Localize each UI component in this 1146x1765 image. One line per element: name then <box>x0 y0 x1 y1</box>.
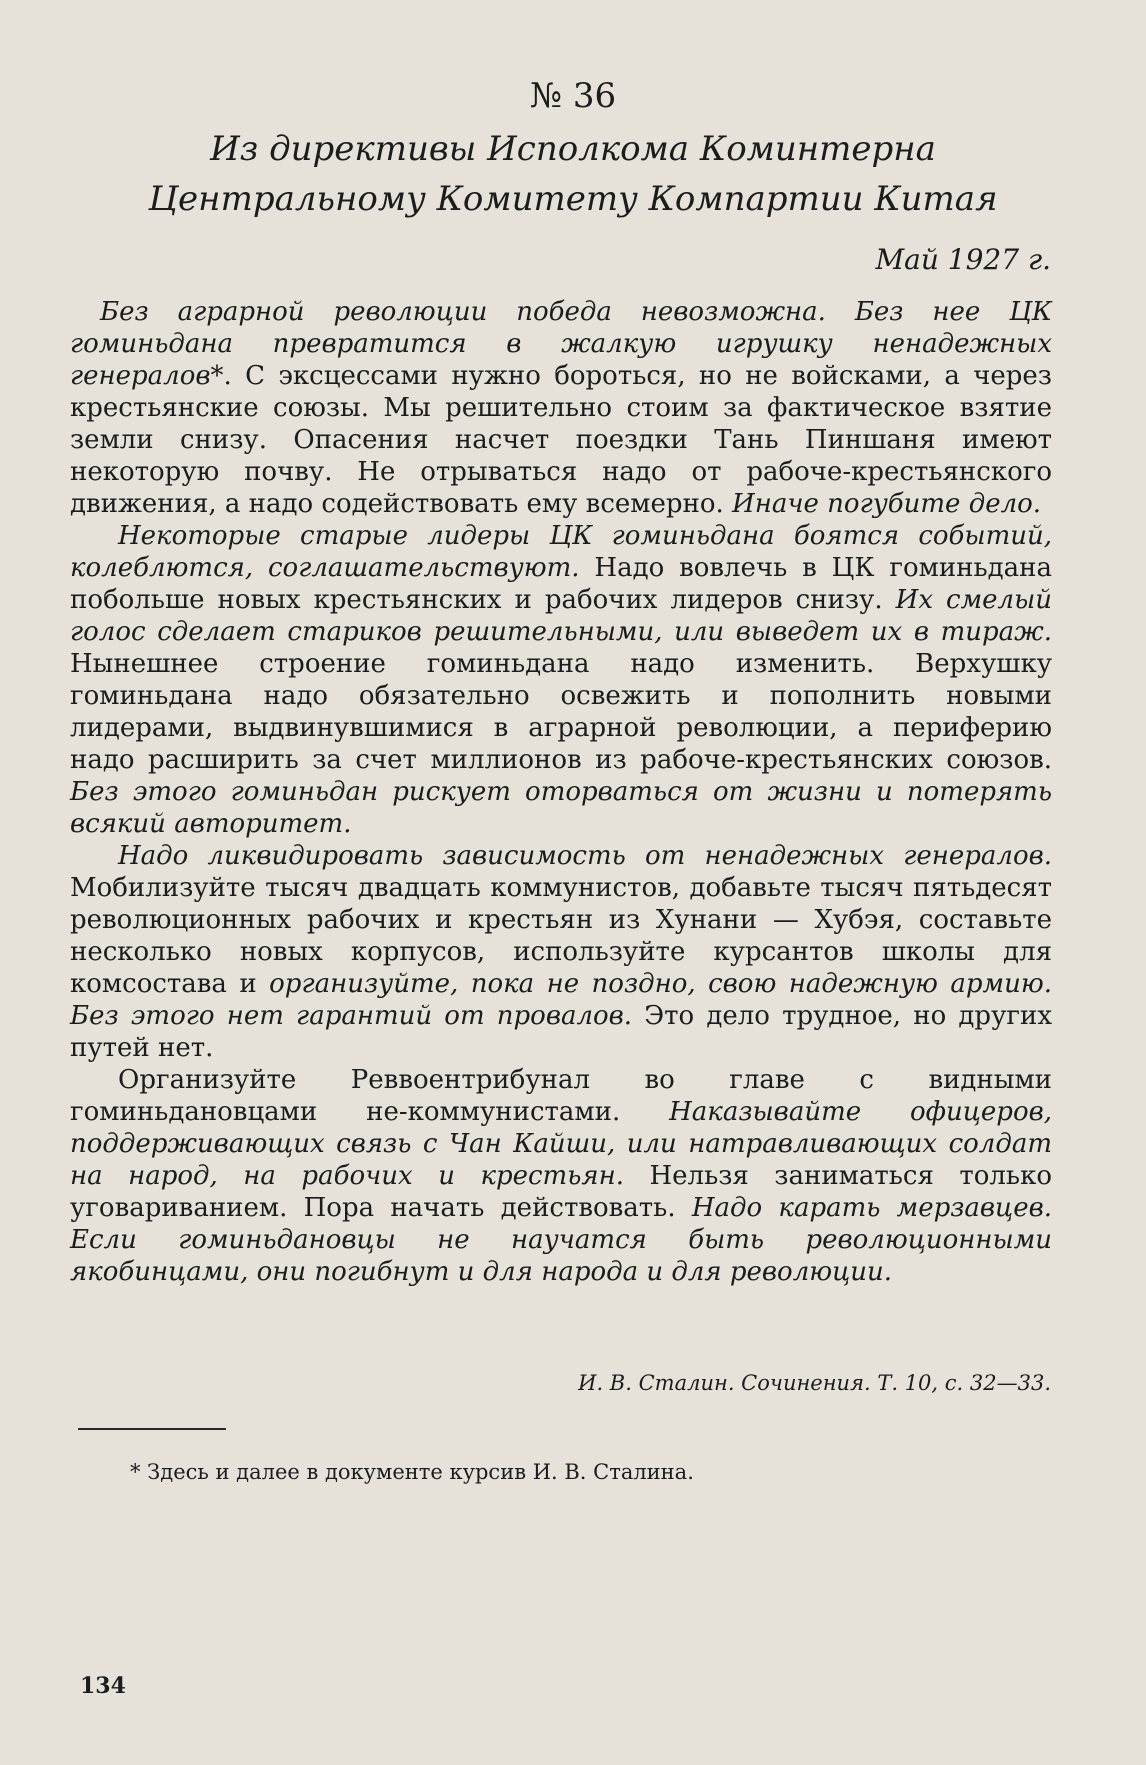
document-number: № 36 <box>529 76 617 116</box>
source-citation: И. В. Сталин. Сочинения. Т. 10, с. 32—33. <box>578 1371 1051 1395</box>
footnote-divider <box>78 1428 226 1430</box>
paragraph-2 <box>70 520 1052 840</box>
document-title <box>100 124 1046 224</box>
body-text: Мобилизуйте тысяч двадцать коммунистов, добавьте тысяч пятьдесят революционных рабочих и крестьян из Хунани — Хубэя, составьте несколько новых корпусов, используйте курсантов школы для комсостава и <box>70 873 1052 999</box>
italic-text: Без аграрной революции победа невозможна. Без нее ЦК гоминьдана превратится в жалкую игрушку ненадежных генералов <box>70 297 1052 391</box>
title-line-2: Центральному Комитету Компартии Китая <box>148 179 998 219</box>
paragraph-3 <box>70 840 1052 1064</box>
footnote: * Здесь и далее в документе курсив И. В. Сталина. <box>130 1460 694 1484</box>
title-line-1: Из директивы Исполкома Коминтерна <box>210 129 936 169</box>
body-text: Надо вовлечь в ЦК гоминьдана побольше новых крестьянских и рабочих лидеров снизу. <box>70 553 1052 615</box>
document-body <box>70 296 1052 1288</box>
paragraph-4 <box>70 1064 1052 1288</box>
italic-text: Наказывайте офицеров, поддерживающих связь с Чан Кайши, или натравливающих солдат на народ, на рабочих и крестьян. <box>70 1097 1052 1191</box>
body-text: Нельзя заниматься только уговариванием. Пора начать действовать. <box>70 1161 1052 1223</box>
body-text: Организуйте Реввоентрибунал во главе с видными гоминьдановцами не-коммунистами. <box>70 1065 1052 1127</box>
italic-text: Надо карать мерзавцев. Если гоминьдановцы не научатся быть революционными якобинцами, они погибнут и для народа и для революции. <box>70 1193 1052 1287</box>
body-text: Это дело трудное, но других путей нет. <box>70 1001 1052 1063</box>
italic-text: Некоторые старые лидеры ЦК гоминьдана боятся событий, колеблются, соглашательствуют. <box>70 521 1052 583</box>
page-number: 134 <box>80 1673 126 1699</box>
italic-text: Без этого гоминьдан рискует оторваться от жизни и потерять всякий авторитет. <box>70 777 1052 839</box>
document-date: Май 1927 г. <box>875 243 1051 276</box>
paragraph-1 <box>70 296 1052 520</box>
italic-text: Иначе погубите дело. <box>732 489 1042 519</box>
body-text: *. С эксцессами нужно бороться, но не войсками, а через крестьянские союзы. Мы решительно стоим за фактическое взятие земли снизу. Опасения насчет поездки Тань Пиншаня имеют некоторую почву. Не отрываться надо от рабоче-крестьянского движения, а надо содействовать ему всемерно. <box>70 361 1052 519</box>
italic-text: организуйте, пока не поздно, свою надежную армию. Без этого нет гарантий от провалов. <box>70 969 1052 1031</box>
italic-text: Надо ликвидировать зависимость от ненадежных генералов. <box>118 841 1052 871</box>
italic-text: Их смелый голос сделает стариков решительными, или выведет их в тираж. <box>70 585 1052 647</box>
body-text: Нынешнее строение гоминьдана надо изменить. Верхушку гоминьдана надо обязательно освежить и пополнить новыми лидерами, выдвинувшимися в аграрной революции, а периферию надо расширить за счет миллионов из рабоче-крестьянских союзов. <box>70 649 1052 775</box>
